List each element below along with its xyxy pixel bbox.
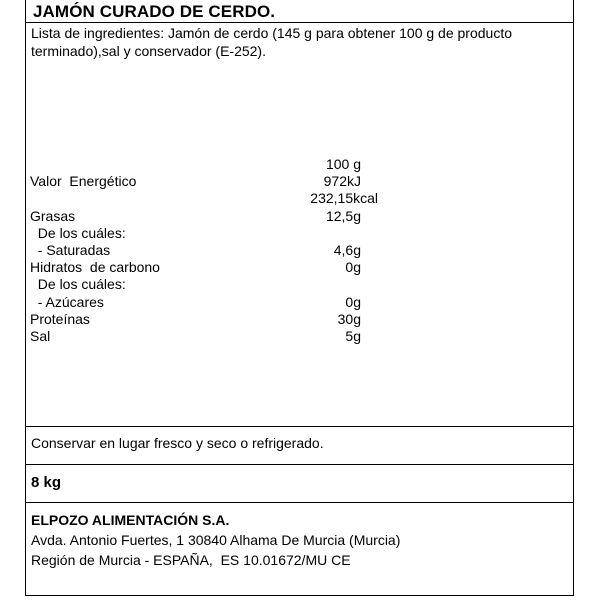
- nutrition-label: - Azúcares: [30, 293, 104, 310]
- nutrition-value: 30g: [337, 310, 361, 327]
- divider: [26, 0, 573, 503]
- storage-instructions: Conservar en lugar fresco y seco o refrigerado.: [31, 435, 324, 451]
- product-label: [25, 0, 574, 596]
- nutrition-value: 972kJ: [323, 173, 361, 190]
- nutrition-header: 100 g: [325, 156, 361, 172]
- nutrition-label: Sal: [30, 327, 51, 344]
- net-weight: 8 kg: [31, 474, 62, 491]
- manufacturer-region: Región de Murcia - ESPAÑA, ES 10.01672/MU CE: [31, 552, 351, 568]
- nutrition-value: 232,15kcal: [310, 190, 378, 207]
- nutrition-value: 0g: [345, 293, 361, 310]
- nutrition-label: Hidratos de carbono: [30, 259, 160, 276]
- nutrition-label: - Saturadas: [30, 241, 111, 258]
- nutrition-label: Grasas: [30, 207, 76, 224]
- nutrition-value: 4,6g: [333, 241, 361, 258]
- product-title: JAMÓN CURADO DE CERDO.: [33, 2, 276, 21]
- nutrition-value: 0g: [345, 259, 361, 276]
- ingredients-text: Lista de ingredientes: Jamón de cerdo (145 g para obtener 100 g de producto terminado),sal y conservador (E-252).: [31, 25, 512, 59]
- manufacturer-name: ELPOZO ALIMENTACIÓN S.A.: [31, 512, 230, 528]
- manufacturer-address: Avda. Antonio Fuertes, 1 30840 Alhama De Murcia (Murcia): [31, 532, 401, 548]
- nutrition-label: Proteínas: [30, 310, 90, 327]
- nutrition-label: Valor Energético: [30, 173, 137, 190]
- nutrition-label: De los cuáles:: [30, 276, 126, 293]
- nutrition-label: De los cuáles:: [30, 224, 126, 241]
- nutrition-value: 12,5g: [325, 207, 361, 224]
- nutrition-value: 5g: [345, 327, 361, 344]
